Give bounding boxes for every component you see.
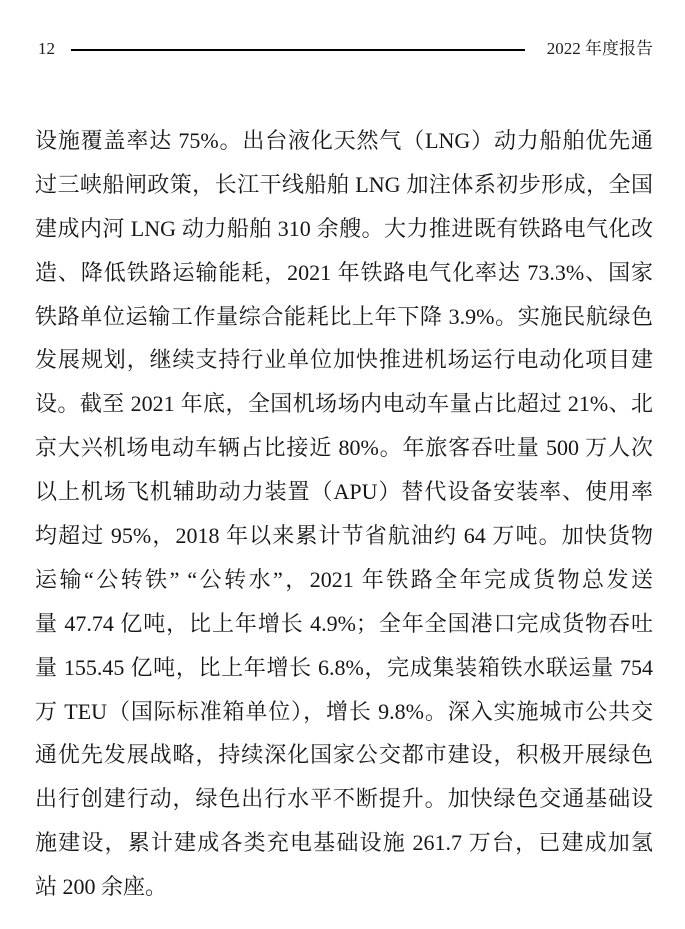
report-title: 2022 年度报告 xyxy=(546,39,653,58)
text-line: 铁路单位运输工作量综合能耗比上年下降 3.9%。实施民航绿色 xyxy=(35,303,653,329)
text-line: 京大兴机场电动车辆占比接近 80%。年旅客吞吐量 500 万人次 xyxy=(35,435,653,461)
text-line: 站 200 余座。 xyxy=(35,874,168,900)
text-line: 过三峡船闸政策，长江干线船舶 LNG 加注体系初步形成，全国 xyxy=(35,171,653,197)
text-line: 造、降低铁路运输能耗，2021 年铁路电气化率达 73.3%、国家 xyxy=(35,259,653,285)
text-line: 量 47.74 亿吨，比上年增长 4.9%；全年全国港口完成货物吞吐 xyxy=(35,610,653,636)
text-line: 通优先发展战略，持续深化国家公交都市建设，积极开展绿色 xyxy=(35,742,653,768)
header-rule-divider xyxy=(71,49,525,51)
page-header xyxy=(38,38,653,60)
text-line: 建成内河 LNG 动力船舶 310 余艘。大力推进既有铁路电气化改 xyxy=(35,215,653,241)
text-line: 施建设，累计建成各类充电基础设施 261.7 万台，已建成加氢 xyxy=(35,830,653,856)
body-paragraph xyxy=(35,119,653,909)
text-line: 设。截至 2021 年底，全国机场场内电动车量占比超过 21%、北 xyxy=(35,391,653,417)
page-number: 12 xyxy=(38,39,55,58)
text-line: 运输“公转铁” “公转水”，2021 年铁路全年完成货物总发送 xyxy=(35,566,653,592)
text-line: 以上机场飞机辅助动力装置（APU）替代设备安装率、使用率 xyxy=(35,479,653,505)
text-line: 发展规划，继续支持行业单位加快推进机场运行电动化项目建 xyxy=(35,347,653,373)
text-line: 设施覆盖率达 75%。出台液化天然气（LNG）动力船舶优先通 xyxy=(35,128,653,153)
text-line: 万 TEU（国际标准箱单位），增长 9.8%。深入实施城市公共交 xyxy=(35,698,653,724)
text-line: 量 155.45 亿吨，比上年增长 6.8%，完成集装箱铁水联运量 754 xyxy=(35,654,653,680)
text-line: 出行创建行动，绿色出行水平不断提升。加快绿色交通基础设 xyxy=(35,786,653,812)
text-line: 均超过 95%，2018 年以来累计节省航油约 64 万吨。加快货物 xyxy=(35,523,653,549)
